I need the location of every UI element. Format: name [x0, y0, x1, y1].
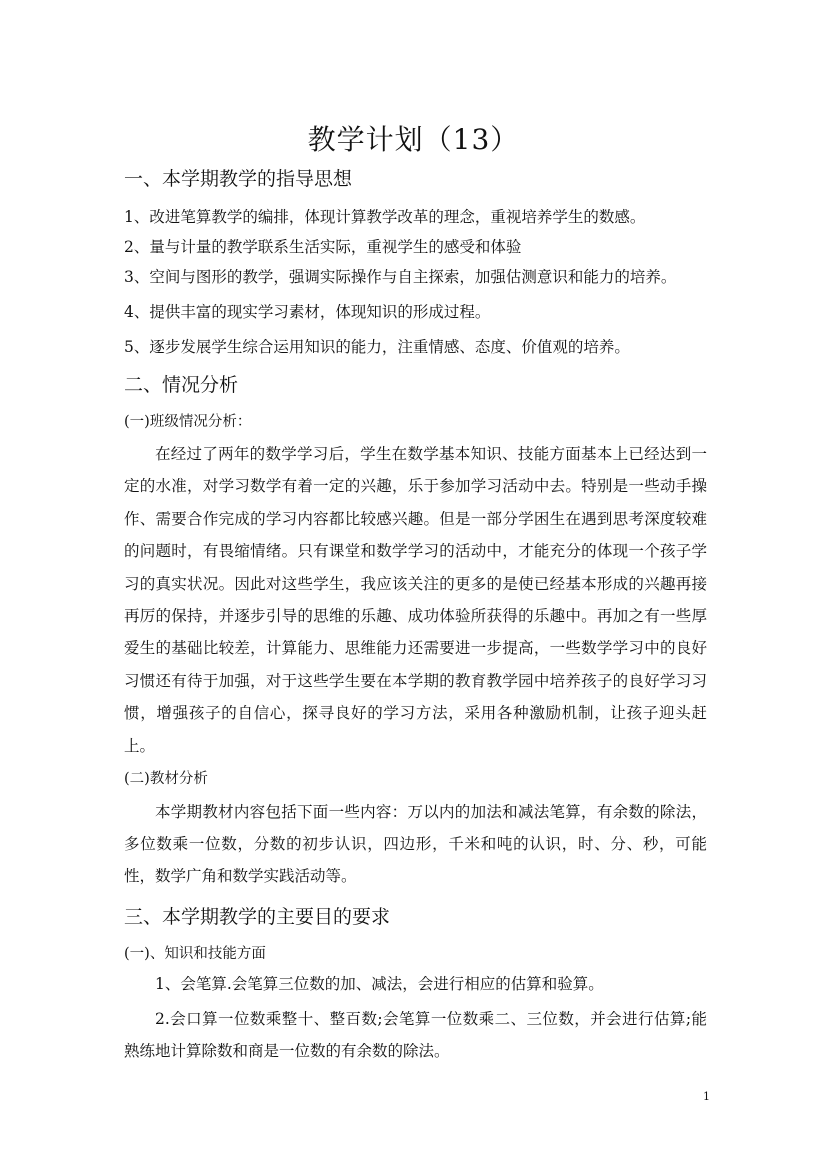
page-title: 教学计划（13）: [307, 123, 520, 156]
section2-paragraph-1: 在经过了两年的数学学习后，学生在数学基本知识、技能方面基本上已经达到一定的水准，对学习数学有着一定的兴趣，乐于参加学习活动中去。特别是一些动手操作、需要合作完成的学习内容都比较感兴趣。但是一部分学困生在遇到思考深度较难的问题时，有畏缩情绪。只有课堂和数学学习的活动中，才能充分的体现一个孩子学习的真实状况。因此对这些学生，我应该关注的更多的是使已经基本形成的兴趣再接再厉的保持，并逐步引导的思维的乐趣、成功体验所获得的乐趣中。再加之有一些厚爱生的基础比较差，计算能力、思维能力还需要进一步提高，一些数学学习中的良好习惯还有待于加强，对于这些学生要在本学期的教育教学园中培养孩子的良好学习习惯，增强孩子的自信心，探寻良好的学习方法，采用各种激励机制，让孩子迎头赶上。: [124, 445, 707, 755]
section2-sub2: (二)教材分析: [124, 771, 208, 787]
section2-sub1: (一)班级情况分析：: [124, 414, 252, 430]
section1-item-2: 2、量与计量的教学联系生活实际，重视学生的感受和体验: [124, 238, 522, 256]
section2-heading: 二、情况分析: [124, 374, 239, 396]
section2-paragraph-2: 本学期教材内容包括下面一些内容：万以内的加法和减法笔算，有余数的除法，多位数乘一位数，分数的初步认识，四边形，千米和吨的认识，时、分、秒，可能性，数学广角和数学实践活动等。: [124, 803, 707, 885]
section3-sub1: (一)、知识和技能方面: [124, 946, 266, 962]
section1-heading: 一、本学期教学的指导思想: [124, 168, 353, 190]
section1-item-1: 1、改进笔算教学的编排，体现计算教学改革的理念，重视培养学生的数感。: [124, 208, 646, 226]
section1-item-3: 3、空间与图形的教学，强调实际操作与自主探索，加强估测意识和能力的培养。: [124, 268, 677, 286]
section3-heading: 三、本学期教学的主要目的要求: [124, 906, 391, 928]
section3-item-1: 1、会笔算.会笔算三位数的加、减法，会进行相应的估算和验算。: [155, 975, 604, 993]
section1-item-5: 5、逐步发展学生综合运用知识的能力，注重情感、态度、价值观的培养。: [124, 338, 630, 356]
section1-item-4: 4、提供丰富的现实学习素材，体现知识的形成过程。: [124, 303, 491, 321]
page-number: 1: [703, 1090, 710, 1103]
section3-item-2: 2.会口算一位数乘整十、整百数;会笔算一位数乘二、三位数，并会进行估算;能熟练地计算除数和商是一位数的有余数的除法。: [124, 1010, 707, 1060]
